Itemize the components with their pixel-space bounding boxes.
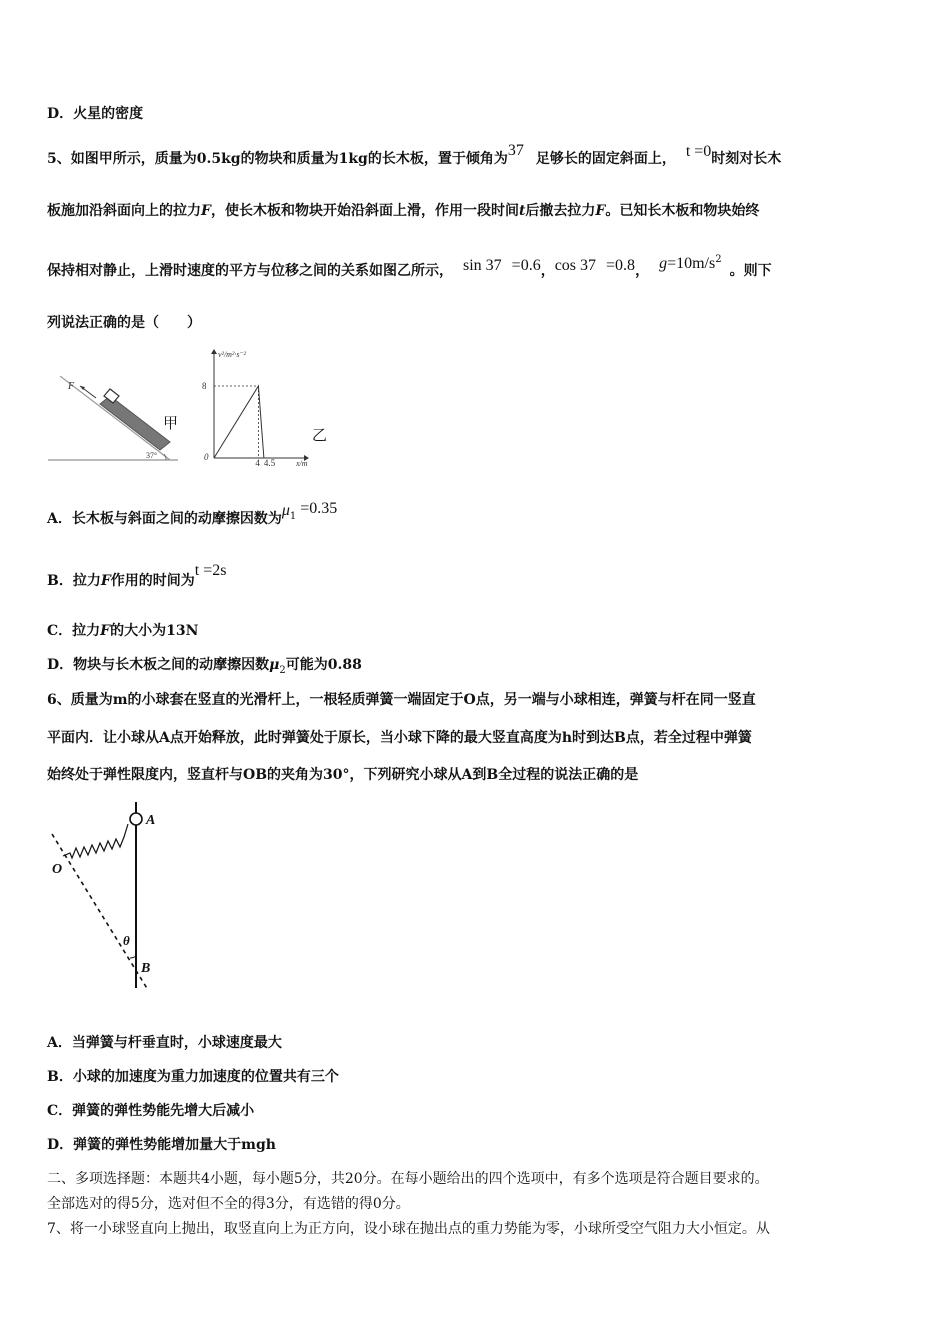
q6-option-a: A．当弹簧与杆垂直时，小球速度最大 (47, 1035, 282, 1051)
q5-stem-line-2: 板施加沿斜面向上的拉力F，使长木板和物块开始沿斜面上滑，作用一段时间t后撤去拉力F。已知长木板和物块始终 (47, 203, 760, 219)
x-tick-4: 4 (255, 458, 260, 468)
force-label: F (68, 381, 75, 392)
label-o: O (52, 862, 63, 877)
q5-stem-line-4: 列说法正确的是（ ） (47, 315, 201, 331)
y-tick-8: 8 (202, 381, 207, 391)
x-tick-4-5: 4.5 (263, 458, 276, 468)
incline-surface (60, 376, 170, 460)
q6-stem-line-1: 6、质量为m的小球套在竖直的光滑杆上，一根轻质弹簧一端固定于O点，另一端与小球相连，弹簧与杆在同一竖直 (47, 692, 756, 708)
angle-label: 37° (146, 451, 158, 460)
figure-yi-chart (196, 344, 332, 470)
figure-caption-yi: 乙 (312, 428, 328, 444)
q5-option-b: B．拉力F作用的时间为t =2s (47, 562, 227, 589)
q7-stem-line-1: 7、将一小球竖直向上抛出，取竖直向上为正方向，设小球在抛出点的重力势能为零，小球所受空气阻力大小恒定。从 (47, 1221, 770, 1237)
spring (63, 824, 128, 858)
x-axis-label: x/m (296, 459, 308, 468)
section2-line-1: 二、多项选择题：本题共4小题，每小题5分，共20分。在每小题给出的四个选项中，有多个选项是符合题目要求的。 (47, 1171, 769, 1187)
q4-option-d: D．火星的密度 (47, 106, 144, 122)
figure-jia-incline (48, 376, 188, 466)
label-theta: θ (123, 933, 130, 948)
t-zero: t =0 (685, 143, 712, 160)
label-b: B (141, 961, 151, 976)
q5-option-d: D．物块与长木板之间的动摩擦因数$\mu_2$可能为0.88 (47, 657, 362, 676)
figure-q6-spring-rod (46, 798, 176, 994)
angle-37: 37 (507, 142, 524, 159)
q5-option-a: A．长木板与斜面之间的动摩擦因数为$\mu_1 =0.35$ (47, 500, 338, 527)
q6-option-b: B．小球的加速度为重力加速度的位置共有三个 (47, 1069, 339, 1085)
origin-label: 0 (204, 452, 209, 462)
q6-stem-line-2: 平面内．让小球从A点开始释放，此时弹簧处于原长，当小球下降的最大竖直高度为h时到达B点，若全过程中弹簧 (47, 730, 752, 746)
long-board (100, 396, 170, 450)
ball-a (130, 813, 142, 825)
q6-option-c: C．弹簧的弹性势能先增大后减小 (47, 1103, 255, 1119)
q6-option-d: D．弹簧的弹性势能增加量大于mgh (47, 1137, 276, 1153)
section2-line-2: 全部选对的得5分，选对但不全的得3分，有选错的得0分。 (47, 1196, 410, 1212)
q6-stem-line-3: 始终处于弹性限度内，竖直杆与OB的夹角为30°，下列研究小球从A到B全过程的说法正确的是 (47, 767, 639, 783)
figure-caption-jia: 甲 (163, 416, 179, 432)
line-ob (52, 834, 151, 990)
q5-stem-line-1: 5、如图甲所示，质量为0.5kg的物块和质量为1kg的长木板，置于倾角为37 足够长的固定斜面上， t =0时刻对长木 (47, 142, 782, 167)
q5-option-c: C．拉力F的大小为13N (47, 623, 199, 639)
y-axis-label: v²/m²·s⁻² (218, 350, 247, 359)
label-a: A (146, 813, 156, 828)
series-line (214, 386, 264, 458)
q5-stem-line-3: 保持相对静止，上滑时速度的平方与位移之间的关系如图乙所示， sin 37 =0.6，cos 37 =0.8， $g=10m/s^2$。则下 (47, 254, 772, 279)
